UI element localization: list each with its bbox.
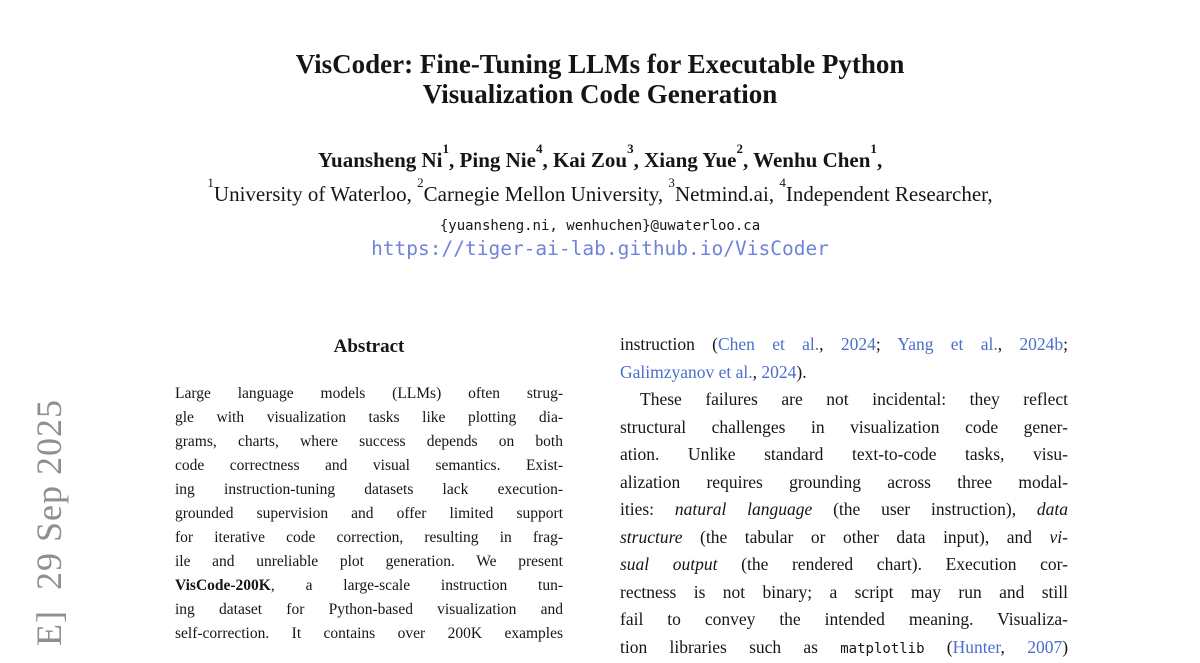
superscript-marker: 1: [443, 141, 450, 156]
author-name: Yuansheng Ni$^1$: [318, 148, 449, 172]
citation-link[interactable]: Galimzyanov et al.: [620, 362, 753, 382]
text-line: [175, 478, 563, 502]
text-segment: alization requires grounding across three modal-: [620, 472, 1068, 492]
text-segment: structure: [620, 527, 683, 547]
text-segment: (the user instruction),: [812, 499, 1037, 519]
text-segment: ,: [753, 362, 762, 382]
separator: ,: [407, 182, 418, 206]
text-segment: data: [1037, 499, 1068, 519]
text-segment: ).: [796, 362, 806, 382]
text-line: [620, 414, 1068, 442]
text-segment: vi-: [1050, 527, 1068, 547]
paper-title-line1: VisCoder: Fine-Tuning LLMs for Executable Python: [0, 49, 1200, 79]
text-segment: tion libraries such as: [620, 637, 840, 657]
author-name: Ping Nie$^4$: [460, 148, 543, 172]
affiliation-name: $^2$Carnegie Mellon University: [417, 182, 658, 206]
text-segment: These failures are not incidental: they reflect: [640, 389, 1068, 409]
text-line: [620, 359, 1068, 387]
separator: ,: [769, 182, 780, 206]
text-line: [620, 441, 1068, 469]
affiliations-line: [0, 181, 1200, 207]
text-segment: Large language models (LLMs) often strug-: [175, 385, 563, 402]
text-segment: code correctness and visual semantics. Exist-: [175, 457, 563, 474]
text-segment: grounded supervision and offer limited support: [175, 505, 563, 522]
text-line: [175, 622, 563, 646]
separator: ,: [743, 148, 753, 172]
separator: ,: [634, 148, 645, 172]
text-line: [620, 469, 1068, 497]
citation-link[interactable]: 2024: [761, 362, 796, 382]
author-name: Wenhu Chen$^1$: [753, 148, 877, 172]
text-line: [620, 606, 1068, 634]
superscript-marker: 2: [417, 175, 424, 190]
separator: ,: [449, 148, 460, 172]
separator: ,: [877, 148, 882, 172]
text-segment: self-correction. It contains over 200K examples: [175, 625, 563, 642]
text-segment: rectness is not binary; a script may run and still: [620, 582, 1068, 602]
text-line: [175, 454, 563, 478]
separator: ,: [987, 182, 992, 206]
text-segment: gle with visualization tasks like plotting dia-: [175, 409, 563, 426]
text-segment: fail to convey the intended meaning. Visualiza-: [620, 609, 1068, 629]
separator: ,: [658, 182, 669, 206]
project-url-link[interactable]: https://tiger-ai-lab.github.io/VisCoder: [371, 237, 829, 260]
text-line: [175, 598, 563, 622]
text-line: [620, 551, 1068, 579]
text-segment: , a large-scale instruction tun-: [271, 577, 563, 594]
text-segment: ing dataset for Python-based visualization and: [175, 601, 563, 618]
text-segment: grams, charts, where success depends on both: [175, 433, 563, 450]
text-segment: matplotlib: [840, 641, 924, 657]
superscript-marker: 4: [779, 175, 786, 190]
text-segment: ;: [1063, 334, 1068, 354]
affiliation-name: $^3$Netmind.ai: [668, 182, 768, 206]
superscript-marker: 3: [668, 175, 675, 190]
superscript-marker: 1: [870, 141, 877, 156]
text-segment: (: [925, 637, 953, 657]
text-segment: ,: [819, 334, 841, 354]
introduction-text-column: [620, 331, 1068, 663]
text-line: [620, 579, 1068, 607]
superscript-marker: 3: [627, 141, 634, 156]
text-segment: (the tabular or other data input), and: [683, 527, 1050, 547]
affiliation-name: $^4$Independent Researcher: [779, 182, 987, 206]
abstract-heading: Abstract: [175, 335, 563, 359]
text-segment: ): [1062, 637, 1068, 657]
text-line: [620, 524, 1068, 552]
text-segment: ,: [998, 334, 1020, 354]
text-line: [175, 406, 563, 430]
text-line: [620, 331, 1068, 359]
citation-link[interactable]: Chen et al.: [718, 334, 819, 354]
text-segment: ities:: [620, 499, 675, 519]
text-line: [175, 526, 563, 550]
text-line: [620, 634, 1068, 663]
text-segment: (the rendered chart). Execution cor-: [718, 554, 1068, 574]
arxiv-watermark: E] 29 Sep 2025: [29, 399, 69, 646]
citation-link[interactable]: 2024: [841, 334, 876, 354]
paper-title: [0, 49, 1200, 109]
affiliation-name: $^1$University of Waterloo: [207, 182, 406, 206]
text-segment: ing instruction-tuning datasets lack execution-: [175, 481, 563, 498]
text-segment: for iterative code correction, resulting in frag-: [175, 529, 563, 546]
text-segment: ,: [1001, 637, 1028, 657]
citation-link[interactable]: Hunter: [953, 637, 1001, 657]
text-segment: instruction (: [620, 334, 718, 354]
text-line: [175, 502, 563, 526]
separator: ,: [542, 148, 553, 172]
text-line: [620, 496, 1068, 524]
abstract-text-column: [175, 382, 563, 646]
text-line: [175, 550, 563, 574]
citation-link[interactable]: 2007: [1027, 637, 1062, 657]
text-line: [620, 386, 1068, 414]
author-name: Kai Zou$^3$: [553, 148, 634, 172]
citation-link[interactable]: Yang et al.: [897, 334, 997, 354]
project-url-row: [0, 237, 1200, 261]
citation-link[interactable]: 2024b: [1019, 334, 1063, 354]
paper-title-line2: Visualization Code Generation: [0, 79, 1200, 109]
superscript-marker: 2: [736, 141, 743, 156]
text-segment: VisCode-200K: [175, 577, 271, 594]
text-line: [175, 430, 563, 454]
authors-line: [0, 147, 1200, 173]
text-line: [175, 574, 563, 598]
contact-email: {yuansheng.ni, wenhuchen}@uwaterloo.ca: [0, 217, 1200, 235]
superscript-marker: 4: [536, 141, 543, 156]
text-segment: natural language: [675, 499, 812, 519]
text-segment: structural challenges in visualization code gener-: [620, 417, 1068, 437]
text-segment: sual output: [620, 554, 718, 574]
author-name: Xiang Yue$^2$: [644, 148, 743, 172]
superscript-marker: 1: [207, 175, 214, 190]
text-segment: ile and unreliable plot generation. We present: [175, 553, 563, 570]
text-line: [175, 382, 563, 406]
text-segment: ;: [876, 334, 898, 354]
text-segment: ation. Unlike standard text-to-code tasks, visu-: [620, 444, 1068, 464]
